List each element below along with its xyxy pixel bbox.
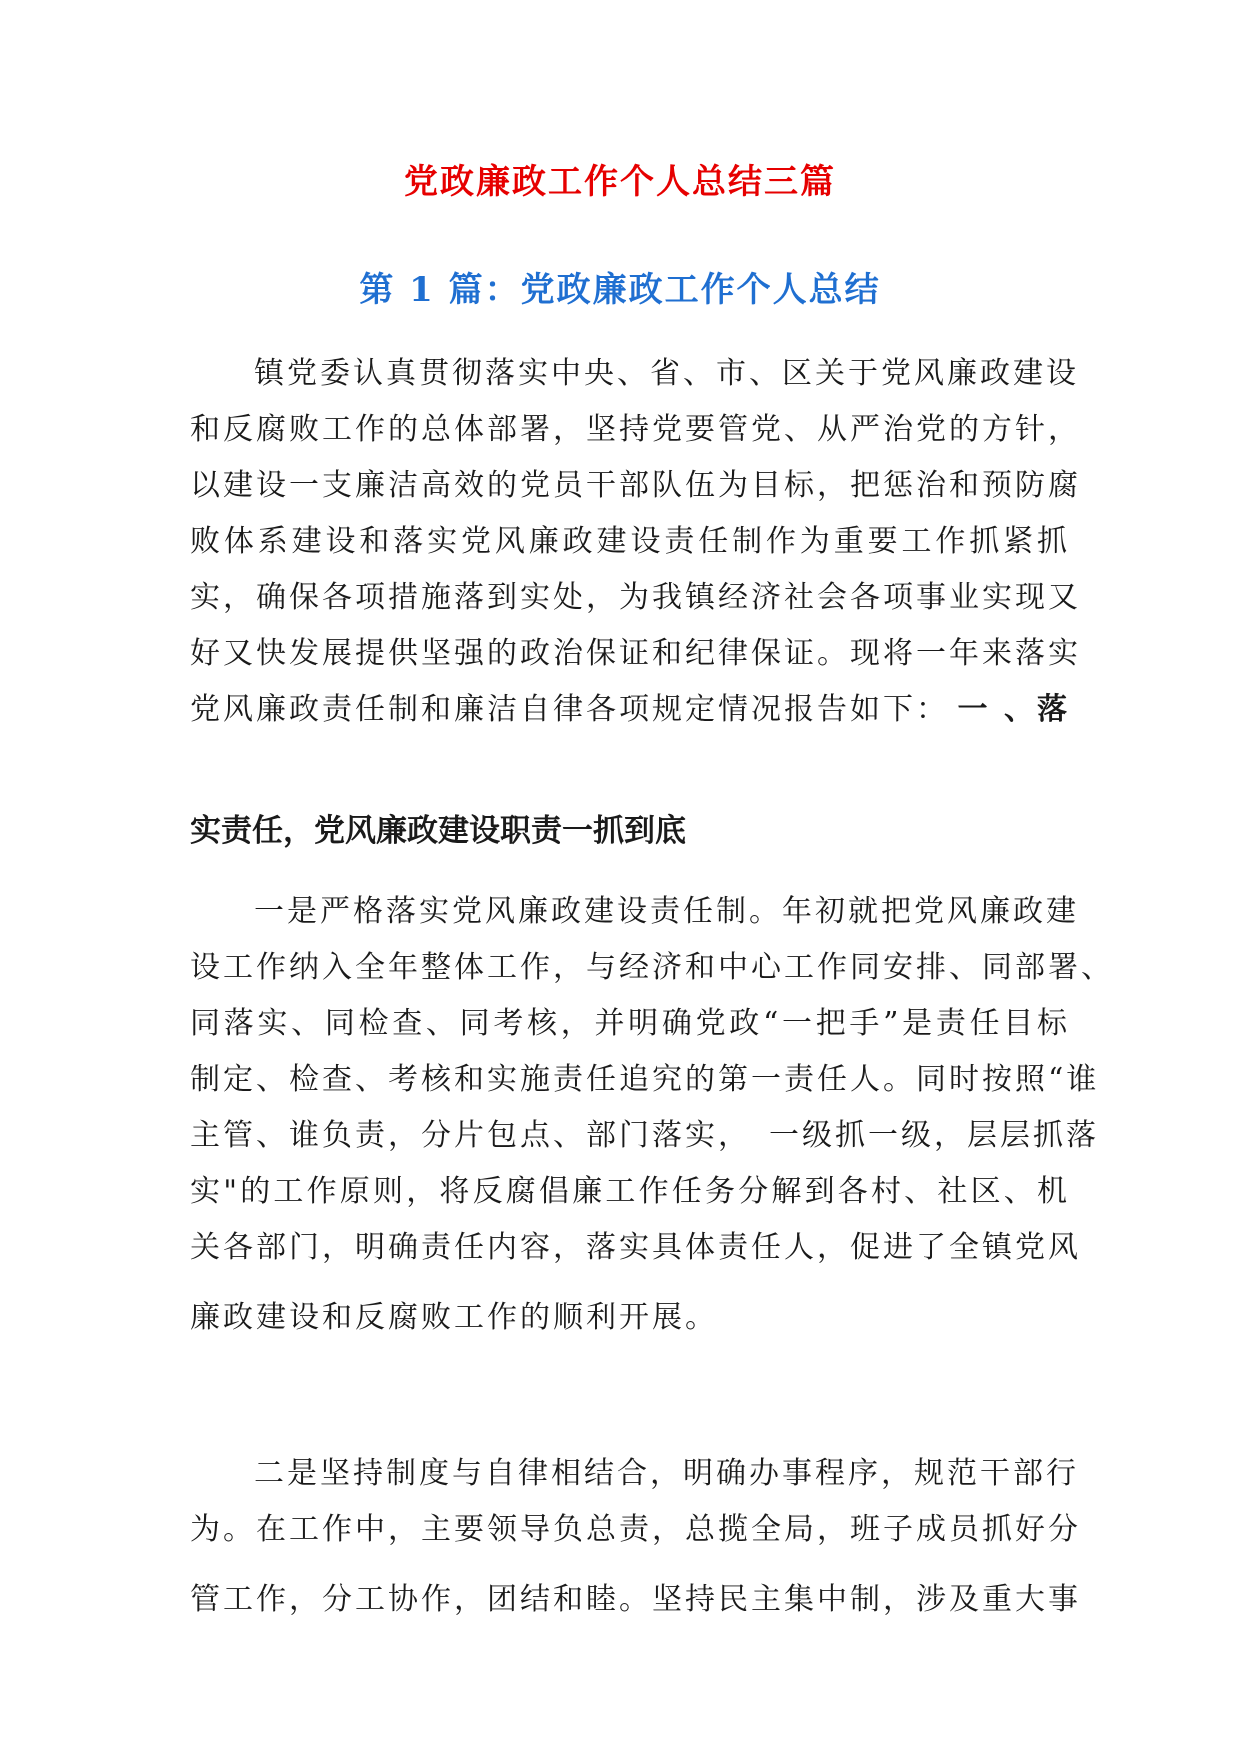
paragraph-line: 为。在工作中，主要领导负总责，总揽全局，班子成员抓好分 <box>190 1512 1081 1547</box>
paragraph-line-last <box>190 682 1070 738</box>
paragraph-line: 实"的工作原则，将反腐倡廉工作任务分解到各村、社区、机 <box>190 1174 1070 1209</box>
section-heading: 实责任，党风廉政建设职责一抓到底 <box>190 813 686 849</box>
paragraph-2 <box>190 884 1114 1346</box>
section-number-start: 一 、落 <box>957 692 1070 727</box>
paragraph-line: 实，确保各项措施落到实处，为我镇经济社会各项事业实现又 <box>190 580 1081 615</box>
paragraph-line: 关各部门，明确责任内容，落实具体责任人，促进了全镇党风 <box>190 1230 1081 1265</box>
paragraph-line: 主管、谁负责，分片包点、部门落实， 一级抓一级，层层抓落 <box>190 1118 1099 1153</box>
paragraph-line: 制定、检查、考核和实施责任追究的第一责任人。同时按照“谁 <box>190 1062 1100 1097</box>
paragraph-1 <box>190 346 1081 738</box>
paragraph-line: 以建设一支廉洁高效的党员干部队伍为目标，把惩治和预防腐 <box>190 468 1081 503</box>
paragraph-line: 二是坚持制度与自律相结合，明确办事程序，规范干部行 <box>254 1456 1079 1491</box>
paragraph-line: 设工作纳入全年整体工作，与经济和中心工作同安排、同部署、 <box>190 950 1114 985</box>
paragraph-line: 败体系建设和落实党风廉政建设责任制作为重要工作抓紧抓 <box>190 524 1070 559</box>
paragraph-line: 同落实、同检查、同考核，并明确党政“一把手”是责任目标 <box>190 1006 1070 1041</box>
paragraph-3 <box>190 1446 1081 1628</box>
paragraph-line: 好又快发展提供坚强的政治保证和纪律保证。现将一年来落实 <box>190 636 1081 671</box>
paragraph-line: 镇党委认真贯彻落实中央、省、市、区关于党风廉政建设 <box>254 356 1079 391</box>
paragraph-line: 和反腐败工作的总体部署，坚持党要管党、从严治党的方针， <box>190 412 1081 447</box>
paragraph-line: 廉政建设和反腐败工作的顺利开展。 <box>190 1300 718 1335</box>
paragraph-line: 一是严格落实党风廉政建设责任制。年初就把党风廉政建 <box>254 894 1079 929</box>
paragraph-line-text: 党风廉政责任制和廉洁自律各项规定情况报告如下： <box>190 692 949 727</box>
document-subtitle: 第 1 篇：党政廉政工作个人总结 <box>359 270 881 310</box>
document-title: 党政廉政工作个人总结三篇 <box>404 162 836 202</box>
paragraph-line: 管工作，分工协作，团结和睦。坚持民主集中制，涉及重大事 <box>190 1582 1081 1617</box>
